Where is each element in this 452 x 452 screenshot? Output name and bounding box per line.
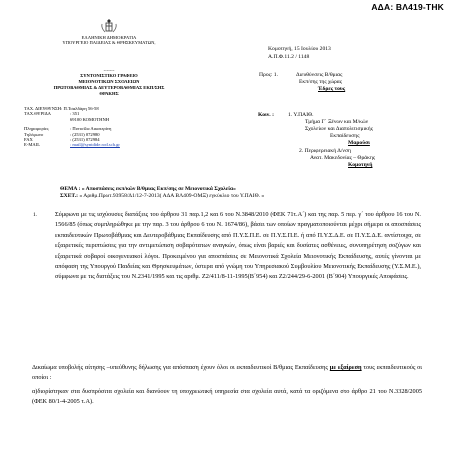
contact-email-label: E-MAIL: [24, 142, 41, 148]
koin-item-1: 1. Υ.ΠΑΙΘ.: [288, 112, 314, 118]
header-republic: ΕΛΛΗΝΙΚΗ ΔΗΜΟΚΡΑΤΙΑ: [81, 35, 137, 40]
paragraph-2-text-c: τους εκπαιδευτικούς οι οποίοι :: [32, 364, 423, 382]
subject-text: « Αποσπάσεις εκπ/κών Β/θμιας Εκπ/σης σε Μειονοτικά Σχολεία»: [81, 186, 236, 192]
contact-city: 69100 ΚΟΜΟΤΗΝΗ: [70, 116, 110, 122]
protocol-number: Α.Π.Φ.11.2 / 1148: [268, 54, 310, 60]
office-line-2: ΜΕΙΟΝΟΤΙΚΩΝ ΣΧΟΛΕΙΩΝ: [78, 79, 140, 84]
koin-item-1e: Μαρούσι: [348, 140, 370, 146]
paragraph-3: [32, 387, 422, 408]
date-line: Κομοτηνή, 15 Ιουλίου 2013: [268, 46, 331, 52]
contact-email-link[interactable]: : mail@syntdide.rod.sch.gr: [70, 142, 120, 148]
paragraph-1: [55, 210, 421, 283]
header-divider: -------: [103, 68, 115, 73]
contact-info-label: Πληροφορίες: [24, 126, 49, 132]
greek-coat-of-arms-icon: [99, 18, 119, 34]
related-label: ΣΧΕΤ.:: [60, 193, 79, 199]
koin-item-1d: Εκπαίδευσης: [330, 133, 360, 139]
related-line: [60, 193, 264, 200]
recipient-line-3: Έδρες τους: [318, 86, 346, 92]
koin-item-2: 2. Περιφερειακή Δ/νση: [299, 148, 351, 154]
contact-phone-label: Τηλέφωνο: [24, 131, 44, 137]
koin-item-2c: Κομοτηνή: [348, 162, 373, 168]
contact-address: ΤΑΧ. ΔΙΕΥΘΥΝΣΗ: Π.Τσαλδάρη 56-58: [24, 106, 99, 111]
koin-item-1c: Σχολείων και Διαπολιτισμικής: [305, 126, 373, 132]
paragraph-1-number: 1.: [33, 212, 38, 218]
contact-email-row: [24, 142, 154, 147]
contact-block: [24, 106, 154, 148]
contact-fax-label: FAX: [24, 137, 33, 143]
paragraph-2: [32, 363, 422, 384]
office-line-1: ΣΥΝΤΟΝΙΣΤΙΚΟ ΓΡΑΦΕΙΟ: [80, 73, 138, 78]
recipient-label: Προς: 1.: [259, 72, 278, 78]
related-text: « Αριθμ.Πρωτ.93958/Δ1/12-7-2013( ΑΔΑ ΒΛ409-ΟΜΞ) εγκύκλιο του Υ.ΠΑΙΘ. »: [79, 193, 265, 199]
contact-fax-value: : (2531) 072984: [70, 137, 100, 143]
koin-label: Κοιν. :: [258, 112, 274, 118]
paragraph-3-text: α)διορίστηκαν στα δυσπρόσιτα σχολεία και διανύουν τη υποχρεωτική υπηρεσία στα σχολεία αυτά, κατά τα οριζόμενα στο άρθρο 21 του Ν.3328/2005 (ΦΕΚ 80/1-4-2005 τ.Α).: [32, 388, 422, 406]
recipient-line-2: Εκπ/σης της χώρας: [299, 79, 342, 85]
contact-phone-value: : (2531) 072980: [70, 131, 100, 137]
paragraph-2-emphasis: με εξαίρεση: [329, 364, 362, 371]
office-line-4: ΘΡΑΚΗΣ: [99, 91, 119, 96]
subject-label: ΘΕΜΑ :: [60, 186, 81, 192]
koin-item-2b: Ανατ. Μακεδονίας – Θράκης: [310, 155, 376, 161]
paragraph-1-text: Σύμφωνα με τις ισχύουσες διατάξεις του άρθρου 31 παρ.1,2 και 6 του Ν.3848/2010 (ΦΕΚ 71τ.Α΄) και της παρ. 5 περ. γ΄ του άρθρου 16 του Ν. 1566/85 (όπως συμπληρώθηκε με την παρ. 3 του άρθρου 6 του Ν. 1674/86), βάσει των οποίων πραγματοποιούνται μέχρι σήμερα οι αποσπάσεις εκπαιδευτικών Πρωτοβάθμιας και Δευτεροβάθμιας Εκπαίδευσης από Π.Υ.Σ.Π.Ε. σε Π.Υ.Σ.Π.Ε. ή από Π.Υ.Σ.Δ.Ε. σε Π.Υ.Σ.Δ.Ε. αντίστοιχα, σε εξαιρετικές περιπτώσεις για την αντιμετώπιση σοβαρότατων αναγκών, όπως είναι βαριές και δυσίατες ασθένειες, συνυπηρέτηση σοζύγων και εξαιρετικά σοβαροί οικογενειακοί λόγοι. Προκειμένου για αποσπάσεις σε Μειονοτικά Σχολεία Μειονοτικής Εκπαίδευσης, αυτές γίνονται με απόφαση της Υπουργού Παιδείας και Θρησκευμάτων, ύστερα από γνώμη του Υπηρεσιακού Συμβουλίου Μειονοτικής Εκπαίδευσης (Υ.Σ.Μ.Ε.), σύμφωνα με τις διατάξεις του Ν.2341/1995 και τις αριθμ. Ζ2/411/8-11-1995(Β΄954) και Ζ2/244/29-6-2001 (Β΄904) Υπουργικές Αποφάσεις.: [55, 211, 421, 281]
koin-item-1b: Τμήμα Γ΄ Ξένων και Μ/κών: [305, 119, 369, 125]
recipient-line-1: Διευθύνσεις Β/θμιας: [296, 72, 343, 78]
contact-info-value: : Πιπτσίλα Αικατερίνη: [70, 126, 112, 132]
contact-po-label: ΤΑΧ.ΘΥΡΙΔΑ: [24, 111, 51, 117]
office-line-3: ΠΡΩΤΟΒΑΘΜΙΑΣ & ΔΕΥΤΕΡΟΒΑΘΜΙΑΣ ΕΚΠ/ΣΗΣ: [53, 85, 165, 90]
contact-po-value: : 351: [70, 111, 80, 117]
paragraph-2-text-a: Δικαίωμα υποβολής αίτησης –υπεύθυνης δήλωσης για απόσπαση έχουν όλοι οι εκπαιδευτικοί Β/θμιας Εκπαίδευσης: [32, 364, 330, 371]
ada-code: ΑΔΑ: ΒΛ419-ΤΗΚ: [371, 2, 444, 12]
header-ministry: ΥΠΟΥΡΓΕΙΟ ΠΑΙΔΕΙΑΣ & ΘΡΗΣΚΕΥΜΑΤΩΝ,: [62, 40, 156, 45]
subject-line: [60, 186, 236, 193]
